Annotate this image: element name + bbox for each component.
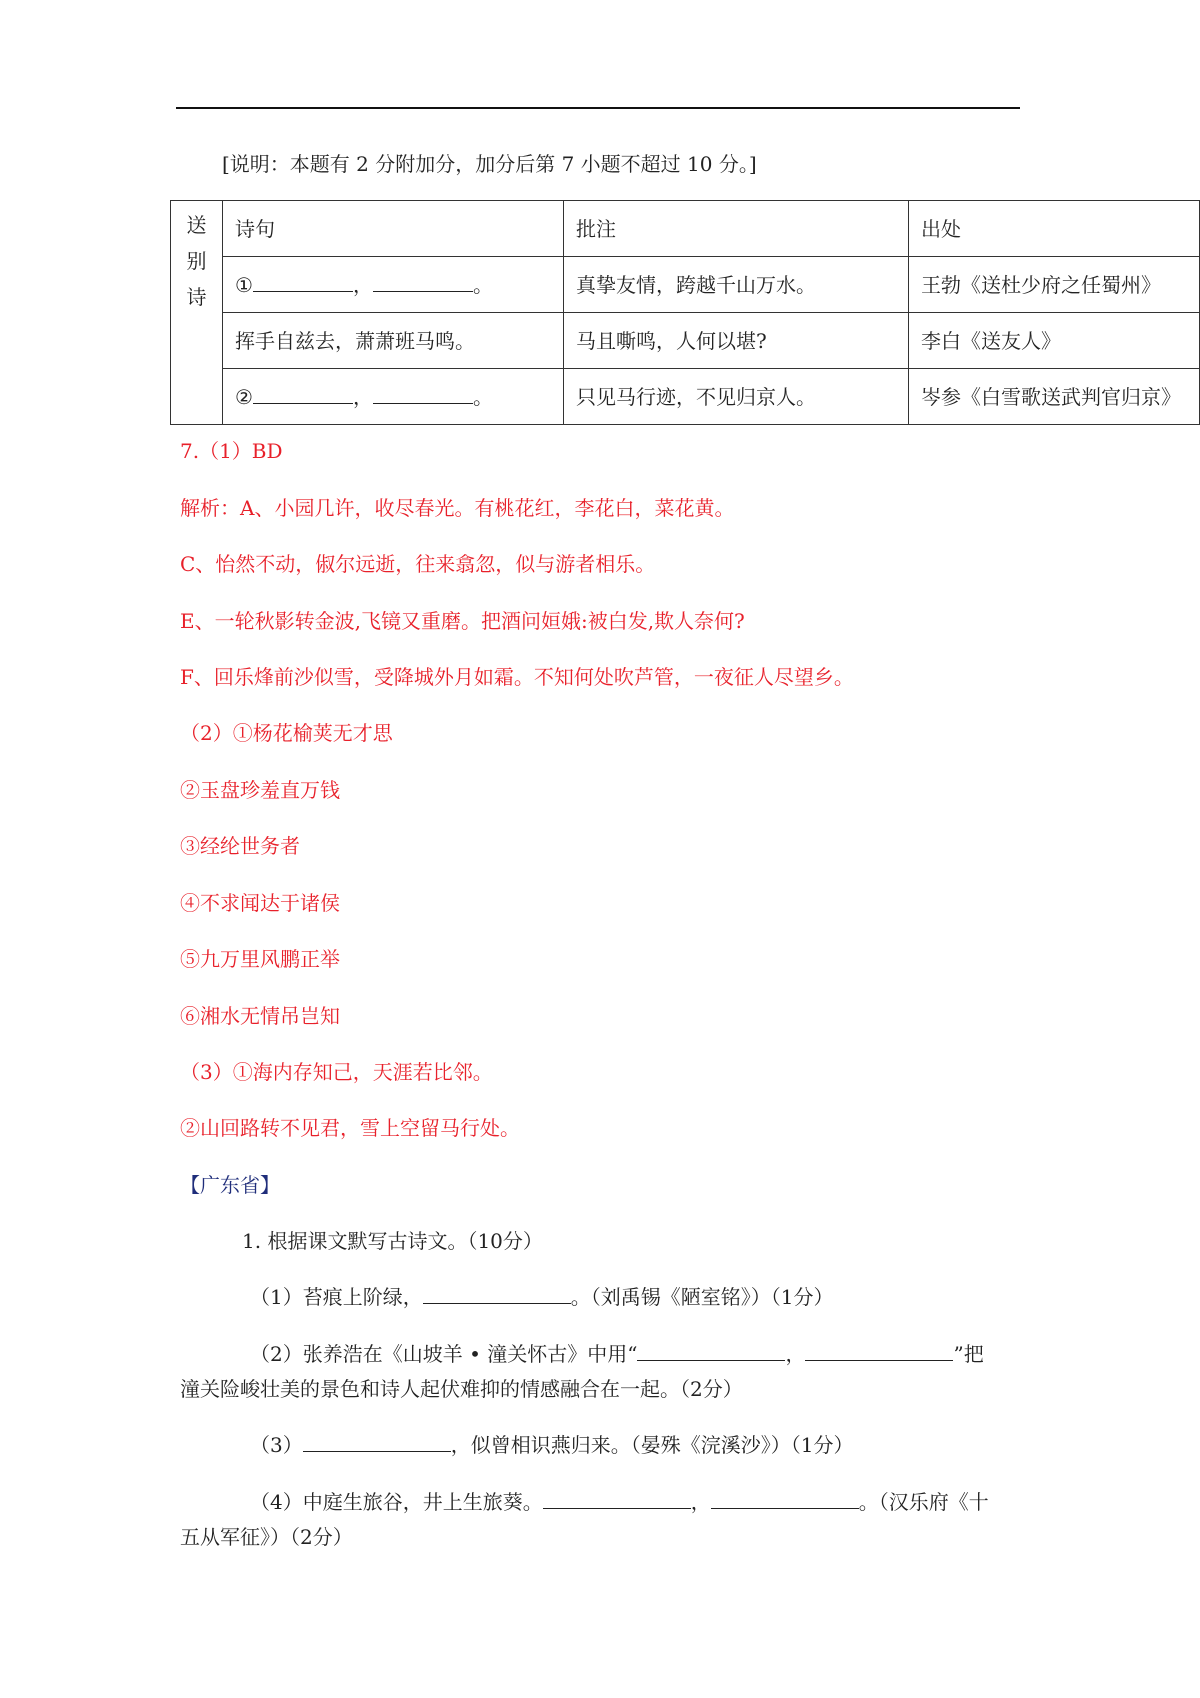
answer-q7-3-1: （3）①海内存知己，天涯若比邻。 <box>180 1060 493 1084</box>
question-1-4: （4）中庭生旅谷，井上生旅葵。 ， 。（汉乐府《十 <box>250 1490 989 1514</box>
poem-line-blank[interactable]: ② ， 。 <box>223 369 564 425</box>
category-char: 别 <box>186 249 207 273</box>
comment-cell: 马且嘶鸣，人何以堪? <box>564 313 909 369</box>
section-heading: 【广东省】 <box>180 1173 280 1197</box>
question-1-3: （3） ，似曾相识燕归来。（晏殊《浣溪沙》）（1分） <box>250 1433 854 1457</box>
source-cell: 岑参《白雪歌送武判官归京》 <box>909 369 1200 425</box>
answer-q7-2-5: ⑤九万里风鹏正举 <box>180 947 340 971</box>
fill-blank[interactable] <box>373 385 473 404</box>
fill-blank[interactable] <box>303 1431 451 1452</box>
header-comment: 批注 <box>564 201 909 257</box>
fill-blank[interactable] <box>711 1488 859 1509</box>
table-row <box>171 313 1200 369</box>
fill-blank[interactable] <box>543 1488 691 1509</box>
question-1-2-cont: 潼关险峻壮美的景色和诗人起伏难抑的情感融合在一起。（2分） <box>180 1377 743 1401</box>
table-row <box>171 201 1200 257</box>
poem-line-cell: 挥手自兹去，萧萧班马鸣。 <box>223 313 564 369</box>
question-1-2: （2）张养浩在《山坡羊 • 潼关怀古》中用“ ， ”把 <box>250 1342 984 1366</box>
table-row <box>171 257 1200 313</box>
top-rule <box>176 107 1020 109</box>
poem-line-blank[interactable]: ① ， 。 <box>223 257 564 313</box>
fill-blank[interactable] <box>637 1340 785 1361</box>
scoring-note: [说明：本题有 2 分附加分，加分后第 7 小题不超过 10 分。] <box>222 152 757 176</box>
fill-blank[interactable] <box>805 1340 953 1361</box>
answer-q7-2-6: ⑥湘水无情吊岂知 <box>180 1004 340 1028</box>
answer-q7-1: 7.（1）BD <box>180 439 283 463</box>
category-char: 送 <box>186 213 207 237</box>
source-cell: 王勃《送杜少府之任蜀州》 <box>909 257 1200 313</box>
header-source: 出处 <box>909 201 1200 257</box>
fill-blank[interactable] <box>423 1283 571 1304</box>
comment-cell: 真挚友情，跨越千山万水。 <box>564 257 909 313</box>
question-1-title: 1. 根据课文默写古诗文。（10分） <box>242 1229 543 1253</box>
question-1-4-cont: 五从军征》）（2分） <box>180 1525 353 1549</box>
source-cell: 李白《送友人》 <box>909 313 1200 369</box>
question-1-1: （1）苔痕上阶绿， 。（刘禹锡《陋室铭》）（1分） <box>250 1285 834 1309</box>
comment-cell: 只见马行迹，不见归京人。 <box>564 369 909 425</box>
table-row <box>171 369 1200 425</box>
answer-q7-2-4: ④不求闻达于诸侯 <box>180 891 340 915</box>
header-poem-line: 诗句 <box>223 201 564 257</box>
category-cell <box>171 201 223 425</box>
fill-blank[interactable] <box>253 385 353 404</box>
analysis-c: C、怡然不动，俶尔远逝，往来翕忽，似与游者相乐。 <box>180 552 656 576</box>
analysis-f: F、回乐烽前沙似雪，受降城外月如霜。不知何处吹芦管，一夜征人尽望乡。 <box>180 665 854 689</box>
fill-blank[interactable] <box>253 273 353 292</box>
answer-q7-2-3: ③经纶世务者 <box>180 834 300 858</box>
farewell-poems-table <box>170 200 1200 425</box>
answer-q7-2-1: （2）①杨花榆荚无才思 <box>180 721 393 745</box>
analysis-e: E、一轮秋影转金波,飞镜又重磨。把酒问姮娥:被白发,欺人奈何? <box>180 609 745 633</box>
analysis-a: 解析：A、小园几许，收尽春光。有桃花红，李花白，菜花黄。 <box>180 496 735 520</box>
answer-q7-3-2: ②山回路转不见君，雪上空留马行处。 <box>180 1116 520 1140</box>
category-char: 诗 <box>186 285 207 309</box>
answer-q7-2-2: ②玉盘珍羞直万钱 <box>180 778 340 802</box>
fill-blank[interactable] <box>373 273 473 292</box>
